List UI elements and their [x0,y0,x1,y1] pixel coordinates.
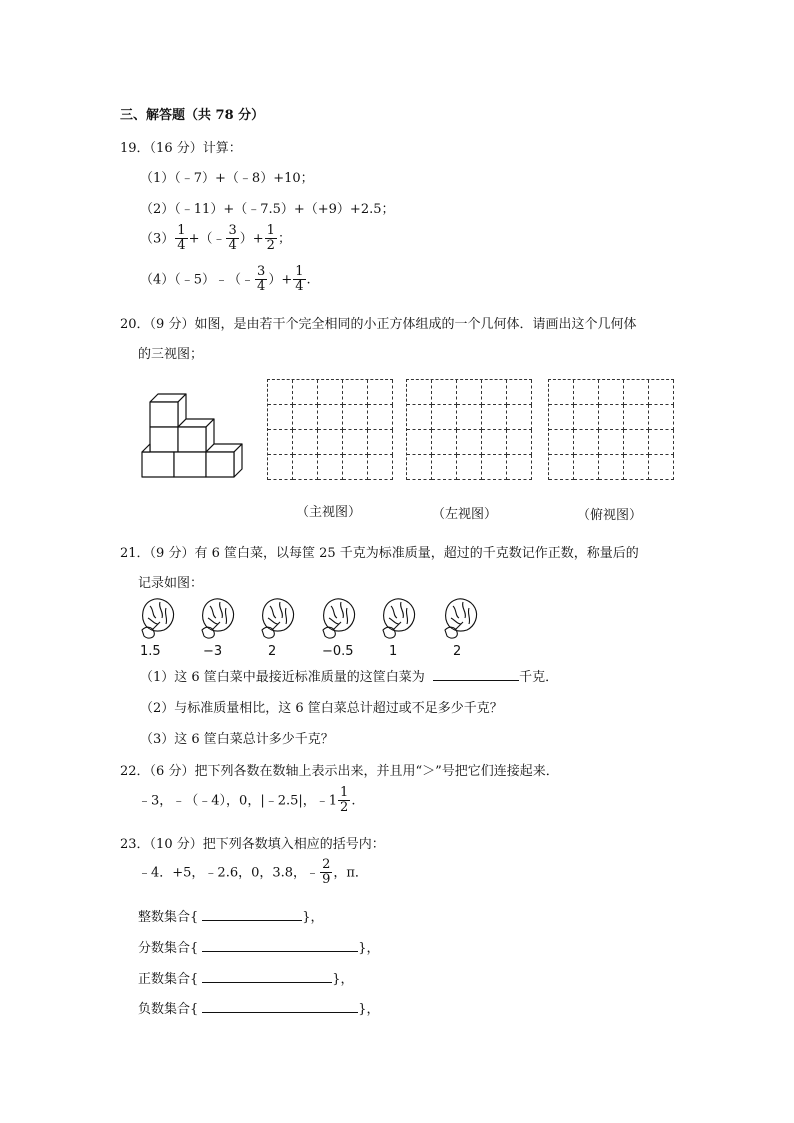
q19-heading: 19．（16 分）计算： [120,141,242,156]
left-view-grid[interactable] [406,379,532,480]
q19-part1: （1）（﹣7）+（﹣8）+10； [140,171,314,186]
integer-set-blank[interactable] [202,908,302,921]
fraction-set-row: 分数集合{ }， [138,941,380,956]
answer-blank[interactable] [433,668,519,681]
q21-line2: 记录如图： [138,576,204,591]
fraction: $\frac{1}{4}$ [295,264,304,295]
fraction: $\frac{1}{4}$ [177,223,186,254]
fraction: $\frac{1}{2}$ [266,223,275,254]
weight-label: −0.5 [322,644,354,659]
front-view-grid[interactable] [267,379,393,480]
fraction: $\frac{1}{2}$ [340,785,349,816]
fraction: $\frac{3}{4}$ [228,223,237,254]
q21-line1: 21．（9 分）有 6 筐白菜，以每筐 25 千克为标准质量，超过的千克数记作正数，称量后的 [120,546,639,561]
negative-set-row: 负数集合{ }， [138,1002,380,1017]
weight-label: 2 [268,644,277,659]
fraction: $\frac{3}{4}$ [257,264,266,295]
fraction: $\frac{2}{9}$ [322,857,331,888]
fraction-set-blank[interactable] [202,939,358,952]
q19-part4: （4）（﹣5）﹣（﹣ $\frac{3}{4}$ ）+ $\frac{1}{4}$ . [140,264,311,295]
integer-set-row: 整数集合{ }， [138,910,324,925]
q23-line1: 23．（10 分）把下列各数填入相应的括号内： [120,837,385,852]
q22-line1: 22．（6 分）把下列各数在数轴上表示出来，并且用“＞”号把它们连接起来． [120,764,559,779]
q19-part3-label: （3） [140,231,175,247]
weight-label: −3 [203,644,223,659]
front-view-caption: （主视图） [296,505,362,520]
q22-numbers: ﹣3，﹣（﹣4），0，|﹣2.5|，﹣1 $\frac{1}{2}$ . [138,785,356,816]
weight-label: 1 [389,644,398,659]
positive-set-blank[interactable] [202,970,332,983]
positive-set-row: 正数集合{ }， [138,972,354,987]
weight-label: 1.5 [140,644,161,659]
top-view-caption: （俯视图） [577,508,643,523]
q19-part2: （2）（﹣11）+（﹣7.5）+（+9）+2.5； [140,202,395,217]
top-view-grid[interactable] [548,379,674,480]
negative-set-blank[interactable] [202,1000,358,1013]
q21-part2: （2）与标准质量相比，这 6 筐白菜总计超过或不足多少千克？ [140,701,503,716]
left-view-caption: （左视图） [432,507,498,522]
cabbage-icon [379,596,417,640]
q20-line2: 的三视图； [138,347,204,362]
q21-part3: （3）这 6 筐白菜总计多少千克？ [140,732,334,747]
cabbage-icon [319,596,357,640]
q21-part1: （1）这 6 筐白菜中最接近标准质量的这筐白菜为 千克． [140,670,559,685]
cabbage-icon [138,596,176,640]
cabbage-icon [441,596,479,640]
q23-numbers: ﹣4．+5，﹣2.6，0，3.8，﹣ $\frac{2}{9}$ ，π． [138,857,368,888]
cabbage-icon [258,596,296,640]
q20-line1: 20．（9 分）如图，是由若干个完全相同的小正方体组成的一个几何体．请画出这个几何体 [120,317,637,332]
weight-label: 2 [453,644,462,659]
q19-part3: （3） $\frac{1}{4}$ +（﹣ $\frac{3}{4}$ ）+ $\frac{1}{2}$ ； [140,223,291,254]
section-title: 三、解答题（共 78 分） [120,108,265,123]
cube-solid-figure [138,387,246,485]
cabbage-icon [198,596,236,640]
